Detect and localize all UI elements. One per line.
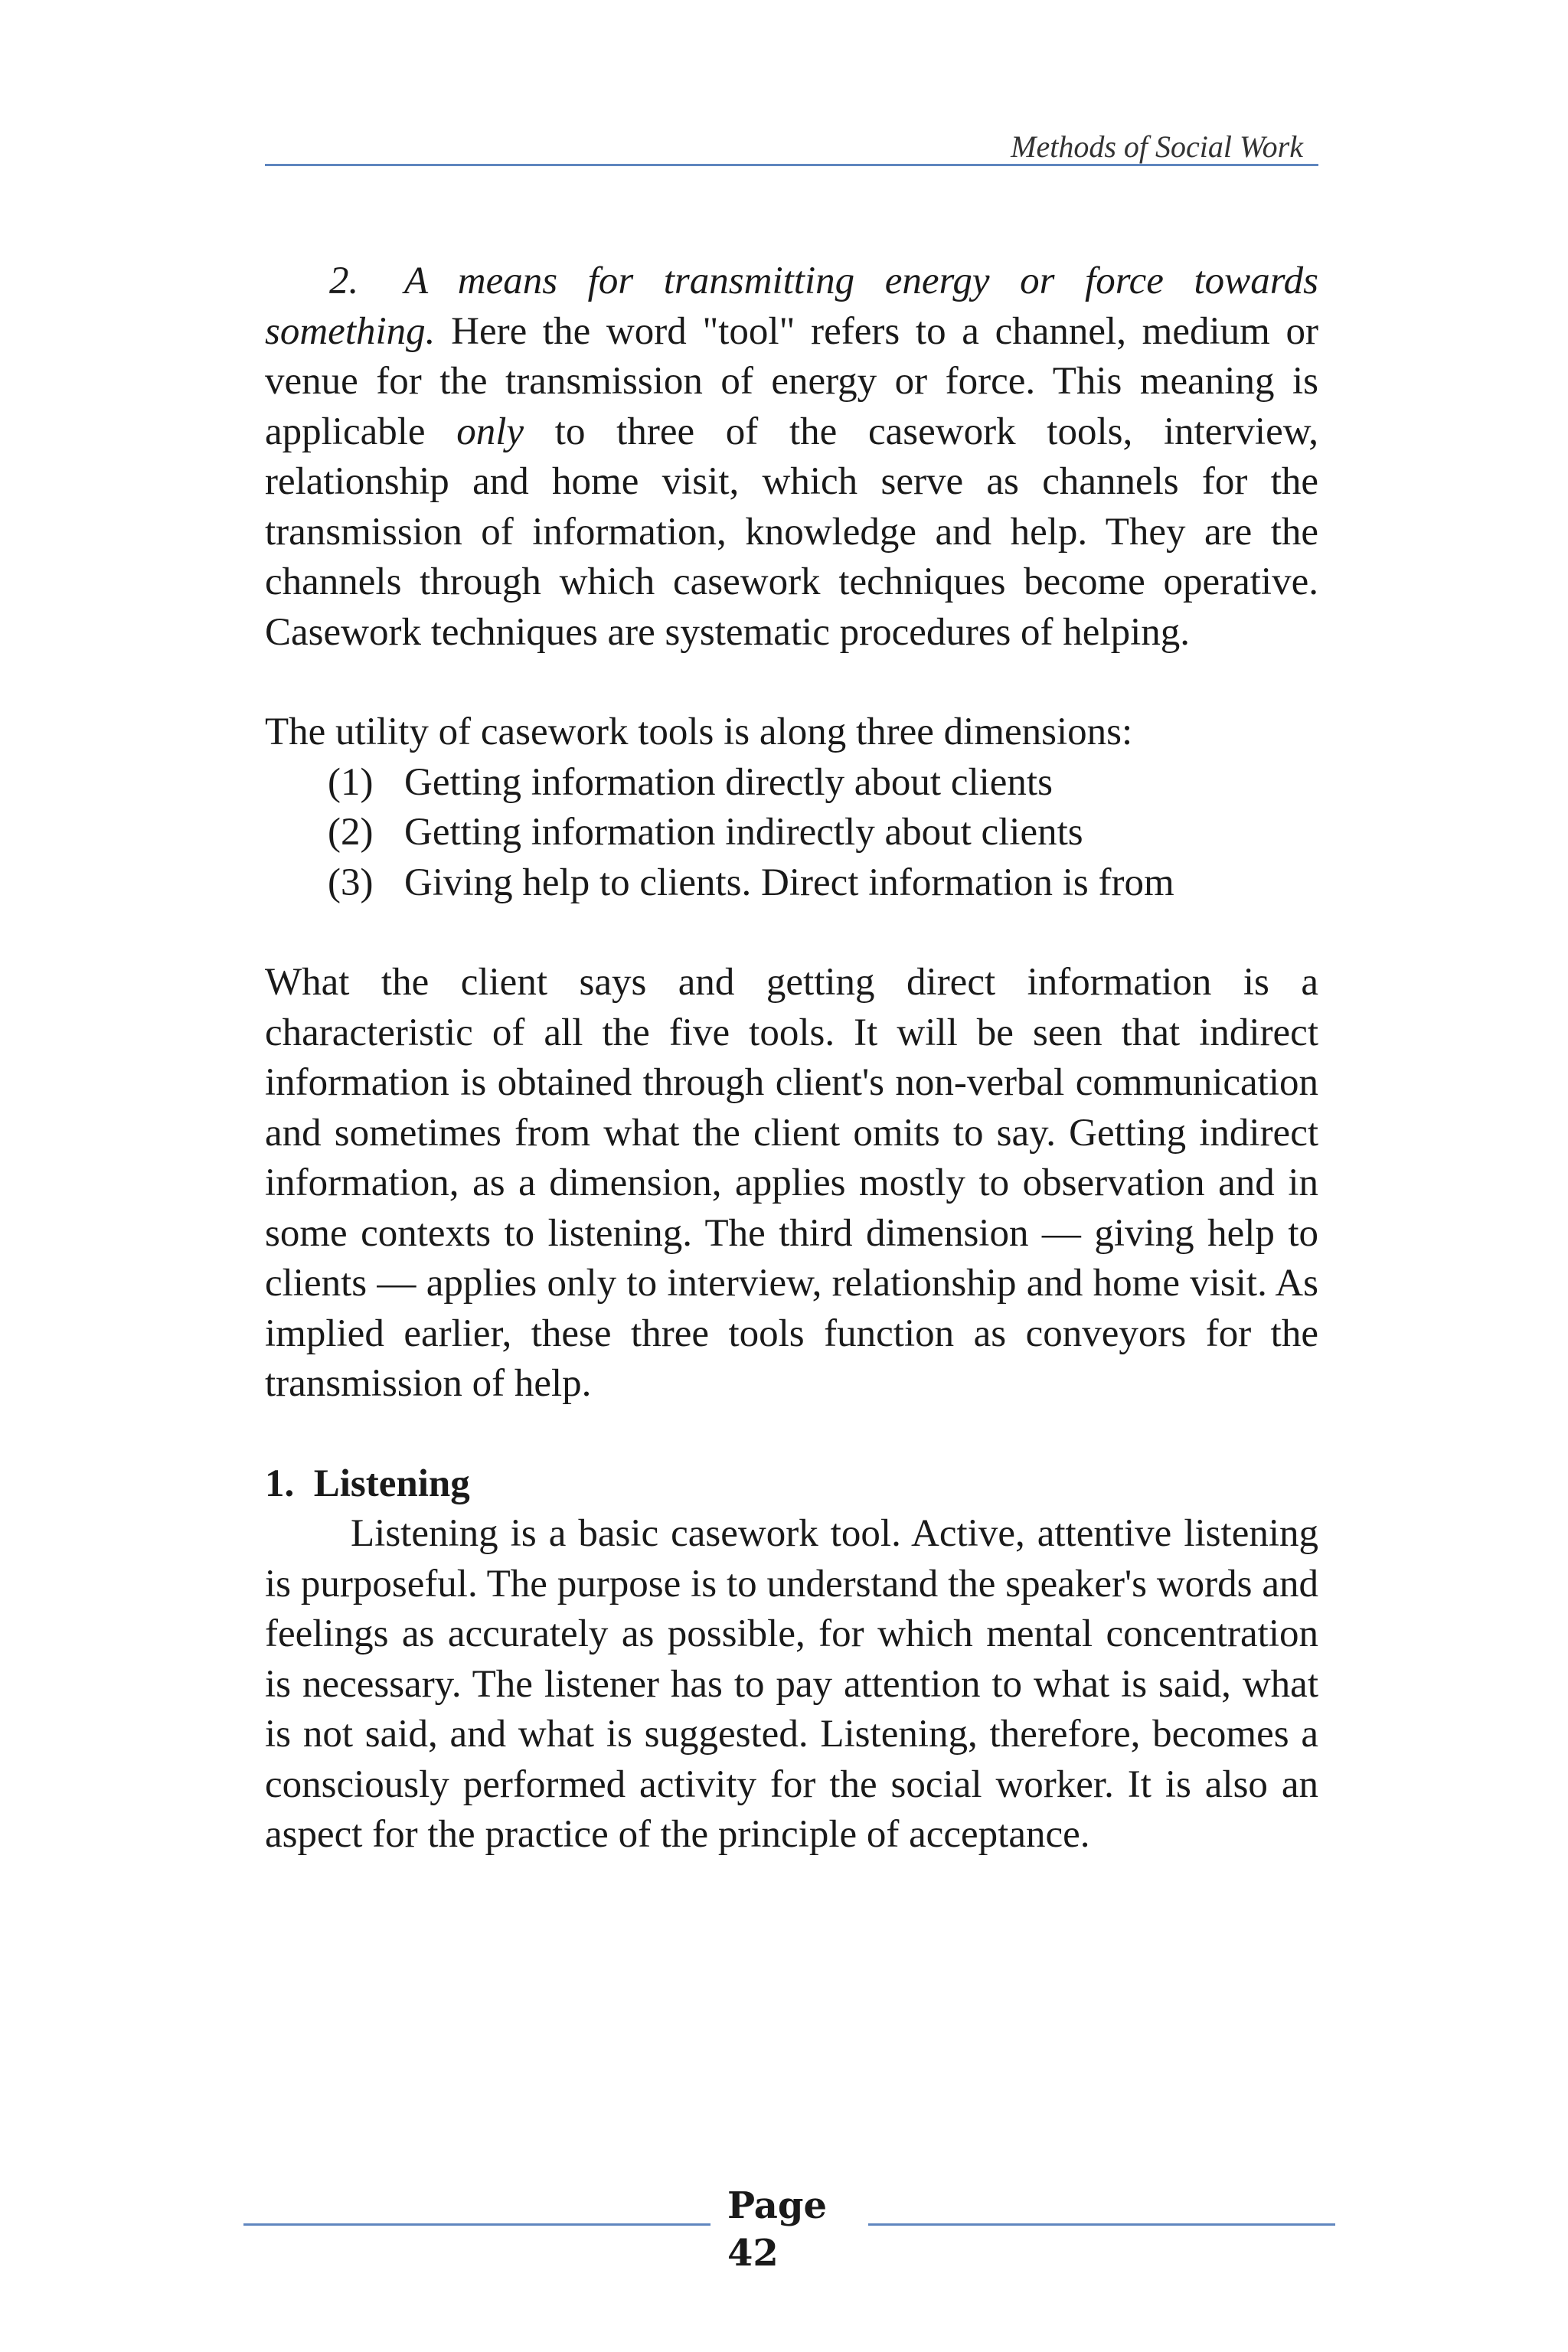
- item-number: 2.: [329, 260, 359, 302]
- page-body: [265, 256, 1318, 1860]
- running-header-title: Methods of Social Work: [1011, 129, 1303, 164]
- paragraph-direct-indirect-information: What the client says and getting direct information is a characteristic of all the five tools. It will be seen that indirect information is obtained through client's non-verbal communication and sometimes from what the client omits to say. Getting indirect information, as a dimension, applies mostly to observation and in some contexts to listening. The third dimension — giving help to clients — applies only to interview, relationship and home visit. As implied earlier, these three tools function as conveyors for the transmission of help.: [265, 961, 1318, 1405]
- spacer: [265, 908, 1318, 958]
- dimensions-list: [265, 758, 1318, 909]
- italic-emphasis: only: [456, 410, 524, 453]
- page-word: Page: [727, 2184, 828, 2227]
- page-number: 42: [727, 2232, 779, 2275]
- list-item: [265, 858, 1318, 909]
- list-item: [265, 808, 1318, 858]
- list-item-number: (3): [328, 861, 374, 904]
- italic-lead: A means for transmitting energy or force towards something.: [265, 260, 1318, 353]
- list-item-number: (2): [328, 811, 374, 854]
- spacer: [265, 658, 1318, 707]
- page-number-label: [727, 2182, 842, 2277]
- list-item: [265, 758, 1318, 808]
- list-item-text: Giving help to clients. Direct information is from: [404, 861, 1174, 904]
- paragraph-listening: Listening is a basic casework tool. Active, attentive listening is purposeful. The purpose is to understand the speaker's words and feelings as accurately as possible, for which mental concentration is necessary. The listener has to pay attention to what is said, what is not said, and what is suggested. Listening, therefore, becomes a consciously performed activity for the social worker. It is also an aspect for the practice of the principle of acceptance.: [265, 1512, 1318, 1856]
- section-heading-listening: 1. Listening: [265, 1462, 470, 1505]
- list-item-number: (1): [328, 760, 374, 804]
- utility-intro: The utility of casework tools is along three dimensions:: [265, 710, 1133, 753]
- spacer: [265, 1410, 1318, 1459]
- paragraph-text-b: to three of the casework tools, interview, relationship and home visit, which serve as channels for the transmission of information, knowledge and help. They are the channels through which casework techniques become operative. Casework techniques are systematic procedures of helping.: [265, 410, 1318, 654]
- list-item-text: Getting information indirectly about clients: [404, 811, 1083, 854]
- footer-divider-right: [868, 2223, 1335, 2226]
- footer-divider-left: [243, 2223, 710, 2226]
- header-divider: [265, 164, 1318, 166]
- list-item-text: Getting information directly about clients: [404, 760, 1053, 804]
- paragraph-tool-meaning-2: [265, 256, 1318, 658]
- paragraph-text-a: Here the word "tool" refers to a channel, medium or venue for the transmission of energy or force. This meaning is applicable: [265, 309, 1318, 453]
